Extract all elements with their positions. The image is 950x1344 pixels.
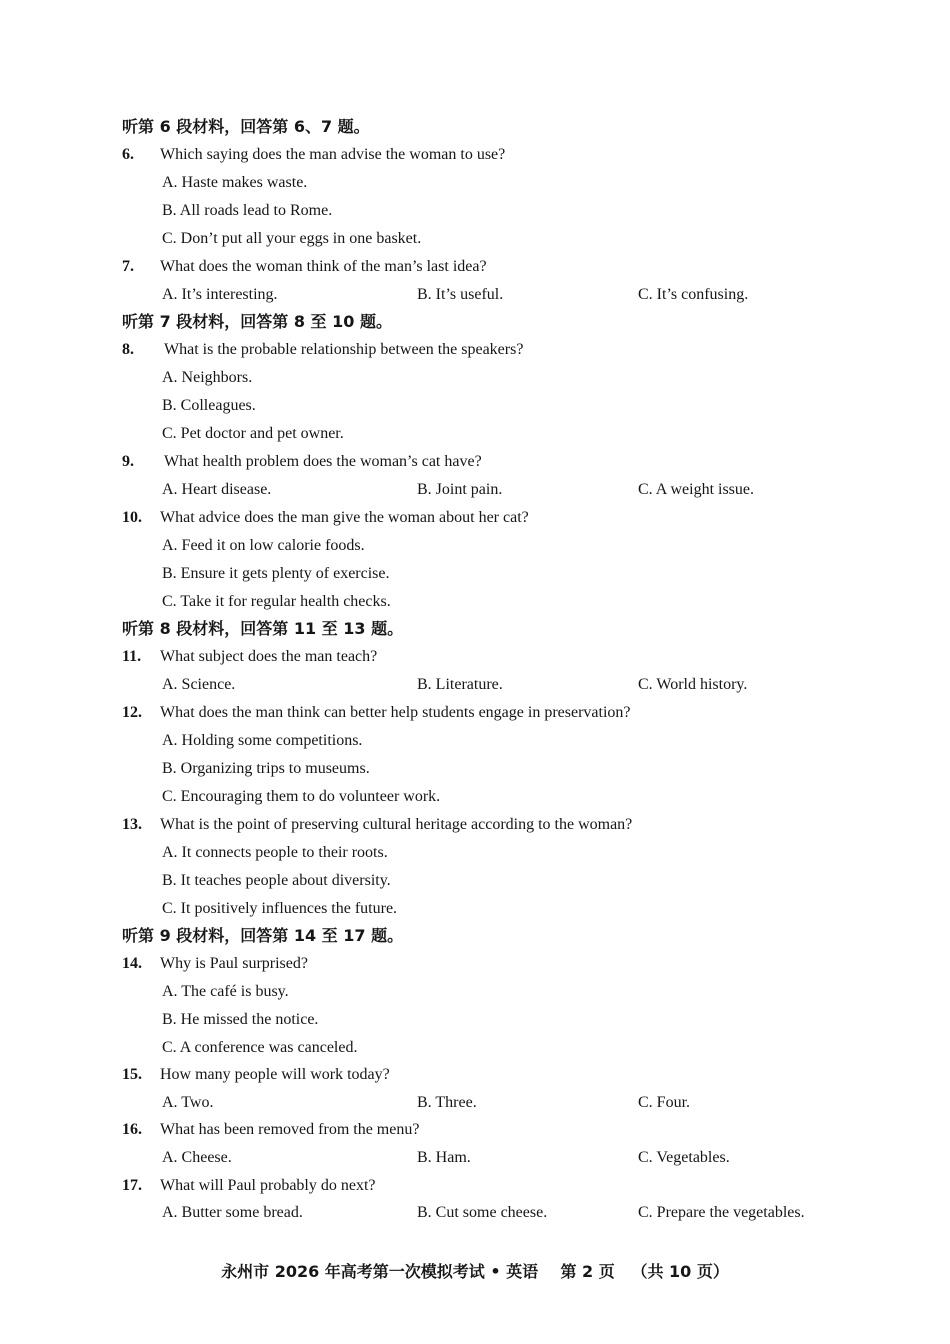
question-text: What is the point of preserving cultural heritage according to the woman? xyxy=(160,816,633,833)
question-text: What is the probable relationship between the speakers? xyxy=(164,341,524,358)
question-text: What will Paul probably do next? xyxy=(160,1177,376,1194)
question-number: 14. xyxy=(122,955,142,972)
option-b: B. Literature. xyxy=(417,676,503,693)
option-c: C. Take it for regular health checks. xyxy=(162,593,391,610)
option-c: C. Four. xyxy=(638,1094,691,1111)
option-b: B. Cut some cheese. xyxy=(417,1204,548,1221)
question-number: 15. xyxy=(122,1066,142,1083)
question-number: 13. xyxy=(122,816,142,833)
option-c: C. Vegetables. xyxy=(638,1149,730,1166)
option-b: B. It teaches people about diversity. xyxy=(162,872,391,889)
question-number: 17. xyxy=(122,1177,142,1194)
option-b: B. Joint pain. xyxy=(417,481,503,498)
option-b: B. Colleagues. xyxy=(162,397,256,414)
option-a: A. Neighbors. xyxy=(162,369,253,386)
question-number: 7. xyxy=(122,258,134,275)
option-b: B. Ensure it gets plenty of exercise. xyxy=(162,565,390,582)
option-c: C. Pet doctor and pet owner. xyxy=(162,425,344,442)
option-b: B. He missed the notice. xyxy=(162,1011,319,1028)
footer-exam-title: 永州市 2026 年高考第一次模拟考试 • 英语 xyxy=(221,1262,539,1281)
section-header: 听第 7 段材料，回答第 8 至 10 题。 xyxy=(122,312,392,331)
option-b: B. Organizing trips to museums. xyxy=(162,760,370,777)
footer-page-total: （共 10 页） xyxy=(631,1262,729,1281)
option-a: A. It’s interesting. xyxy=(162,286,278,303)
question-number: 12. xyxy=(122,704,142,721)
option-b: B. Three. xyxy=(417,1094,477,1111)
option-c: C. It positively influences the future. xyxy=(162,900,398,917)
question-number: 6. xyxy=(122,146,134,163)
option-a: A. Two. xyxy=(162,1094,214,1111)
question-text: How many people will work today? xyxy=(160,1066,390,1083)
option-c: C. Encouraging them to do volunteer work. xyxy=(162,788,441,805)
section-header: 听第 9 段材料，回答第 14 至 17 题。 xyxy=(122,926,404,945)
option-a: A. Cheese. xyxy=(162,1149,232,1166)
option-a: A. Science. xyxy=(162,676,236,693)
option-b: B. It’s useful. xyxy=(417,286,504,303)
question-text: What does the man think can better help students engage in preservation? xyxy=(160,704,631,721)
option-c: C. Prepare the vegetables. xyxy=(638,1204,805,1221)
option-a: A. Feed it on low calorie foods. xyxy=(162,537,365,554)
question-number: 10. xyxy=(122,509,142,526)
question-text: What has been removed from the menu? xyxy=(160,1121,420,1138)
option-c: C. A conference was canceled. xyxy=(162,1039,358,1056)
question-text: Which saying does the man advise the woman to use? xyxy=(160,146,506,163)
option-a: A. Haste makes waste. xyxy=(162,174,308,191)
question-number: 9. xyxy=(122,453,134,470)
question-number: 16. xyxy=(122,1121,142,1138)
section-header: 听第 6 段材料，回答第 6、7 题。 xyxy=(122,117,370,136)
section-header: 听第 8 段材料，回答第 11 至 13 题。 xyxy=(122,619,404,638)
option-c: C. It’s confusing. xyxy=(638,286,749,303)
question-number: 8. xyxy=(122,341,134,358)
page-footer xyxy=(0,1262,950,1282)
question-text: What subject does the man teach? xyxy=(160,648,378,665)
option-c: C. Don’t put all your eggs in one basket. xyxy=(162,230,422,247)
option-a: A. Holding some competitions. xyxy=(162,732,363,749)
question-text: What advice does the man give the woman about her cat? xyxy=(160,509,529,526)
option-a: A. Heart disease. xyxy=(162,481,272,498)
question-text: Why is Paul surprised? xyxy=(160,955,308,972)
option-c: C. World history. xyxy=(638,676,748,693)
question-text: What does the woman think of the man’s last idea? xyxy=(160,258,487,275)
option-b: B. All roads lead to Rome. xyxy=(162,202,333,219)
option-c: C. A weight issue. xyxy=(638,481,755,498)
footer-page-number: 第 2 页 xyxy=(560,1262,615,1281)
question-number: 11. xyxy=(122,648,142,665)
option-b: B. Ham. xyxy=(417,1149,471,1166)
question-text: What health problem does the woman’s cat have? xyxy=(164,453,482,470)
option-a: A. Butter some bread. xyxy=(162,1204,303,1221)
option-a: A. It connects people to their roots. xyxy=(162,844,388,861)
option-a: A. The café is busy. xyxy=(162,983,289,1000)
